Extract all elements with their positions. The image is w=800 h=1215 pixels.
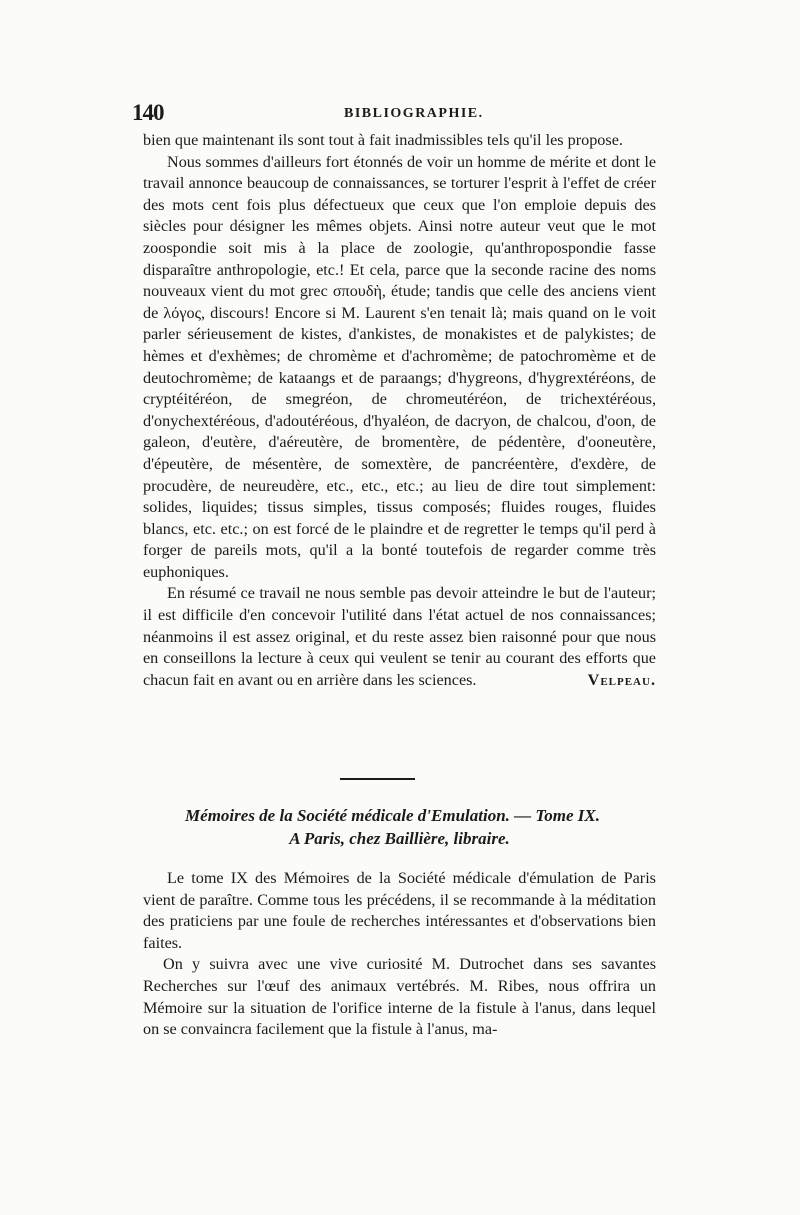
section-divider — [340, 778, 415, 780]
running-head: BIBLIOGRAPHIE. — [344, 106, 484, 121]
announcement-paragraph-1: Le tome IX des Mémoires de la Société médicale d'émulation de Paris vient de paraître. Comme tous les précédens, il se recommande à la méditation des praticiens par une foule de recherches intéressantes et d'observations bien faites. — [143, 869, 656, 952]
review-paragraph-1: bien que maintenant ils sont tout à fait inadmissibles tels qu'il les propose. — [143, 131, 623, 149]
review-paragraph-3 — [143, 583, 656, 691]
article-publisher: A Paris, chez Baillière, libraire. — [289, 829, 510, 848]
page-header — [132, 100, 668, 124]
announcement-paragraph-2: On y suivra avec une vive curiosité M. Dutrochet dans ses savantes Recherches sur l'œuf des animaux vertébrés. M. Ribes, nous offrira un Mémoire sur la situation de l'orifice interne de la fistule à l'anus, dans lequel on se convaincra facilement que la fistule à l'anus, ma- — [143, 955, 656, 1039]
page-number: 140 — [132, 100, 164, 125]
review-paragraph-2: Nous sommes d'ailleurs fort étonnés de voir un homme de mérite et dont le travail annonce beaucoup de connaissances, se torturer l'esprit à l'effet de créer des mots cent fois plus défectueux que ceux que l'on emploie depuis des siècles pour désigner les mêmes objets. Ainsi notre auteur veut que le mot zoospondie soit mis à la place de zoologie, qu'anthropospondie fasse disparaître anthropologie, etc.! Et cela, parce que la seconde racine des noms nouveaux vient du mot grec σπουδὴ, étude; tandis que celle des anciens vient de λόγος, discours! Encore si M. Laurent s'en tenait là; mais quand on le voit parler sérieusement de kistes, d'ankistes, de monakistes et de palykistes; de hèmes et d'exhèmes; de chromème et d'achromème; de patochromème et de deutochromème; de kataangs et de paraangs; d'hygreons, d'hygrextéréons, de cryptéitéréon, de smegréon, de chromeutéréon, de trichextéréous, d'onychextéréous, d'adoutéréous, d'hyaléon, de dacryon, de chalcou, d'oon, de galeon, d'eutère, d'aéreutère, de bromentère, de pédentère, d'ooneutère, d'épeutère, de mésentère, de somextère, de pancréentère, d'exdère, de procudère, de neureudère, etc., etc., etc.; au lieu de dire tout simplement: solides, liquides; tissus simples, tissus composés; fluides rouges, fluides blancs, etc. etc.; on est forcé de le plaindre et de regretter le temps qu'il perd à forger de pareils mots, qu'il a la bonté toutefois de regarder comme très euphoniques. — [143, 152, 656, 581]
announcement-text — [143, 868, 656, 1041]
article-title: Mémoires de la Société médicale d'Emulation. — Tome IX. — [185, 806, 600, 825]
review-paragraph-3-text: En résumé ce travail ne nous semble pas devoir atteindre le but de l'auteur; il est difficile d'en concevoir l'utilité dans l'état actuel de nos connaissances; néanmoins il est assez original, et du reste assez bien raisonné pour que nous en conseillons la lecture à ceux qui veulent se tenir au courant des efforts que chacun fait en avant ou en arrière dans les sciences. — [143, 584, 656, 689]
review-text — [143, 130, 656, 691]
author-signature: Velpeau. — [587, 670, 656, 689]
